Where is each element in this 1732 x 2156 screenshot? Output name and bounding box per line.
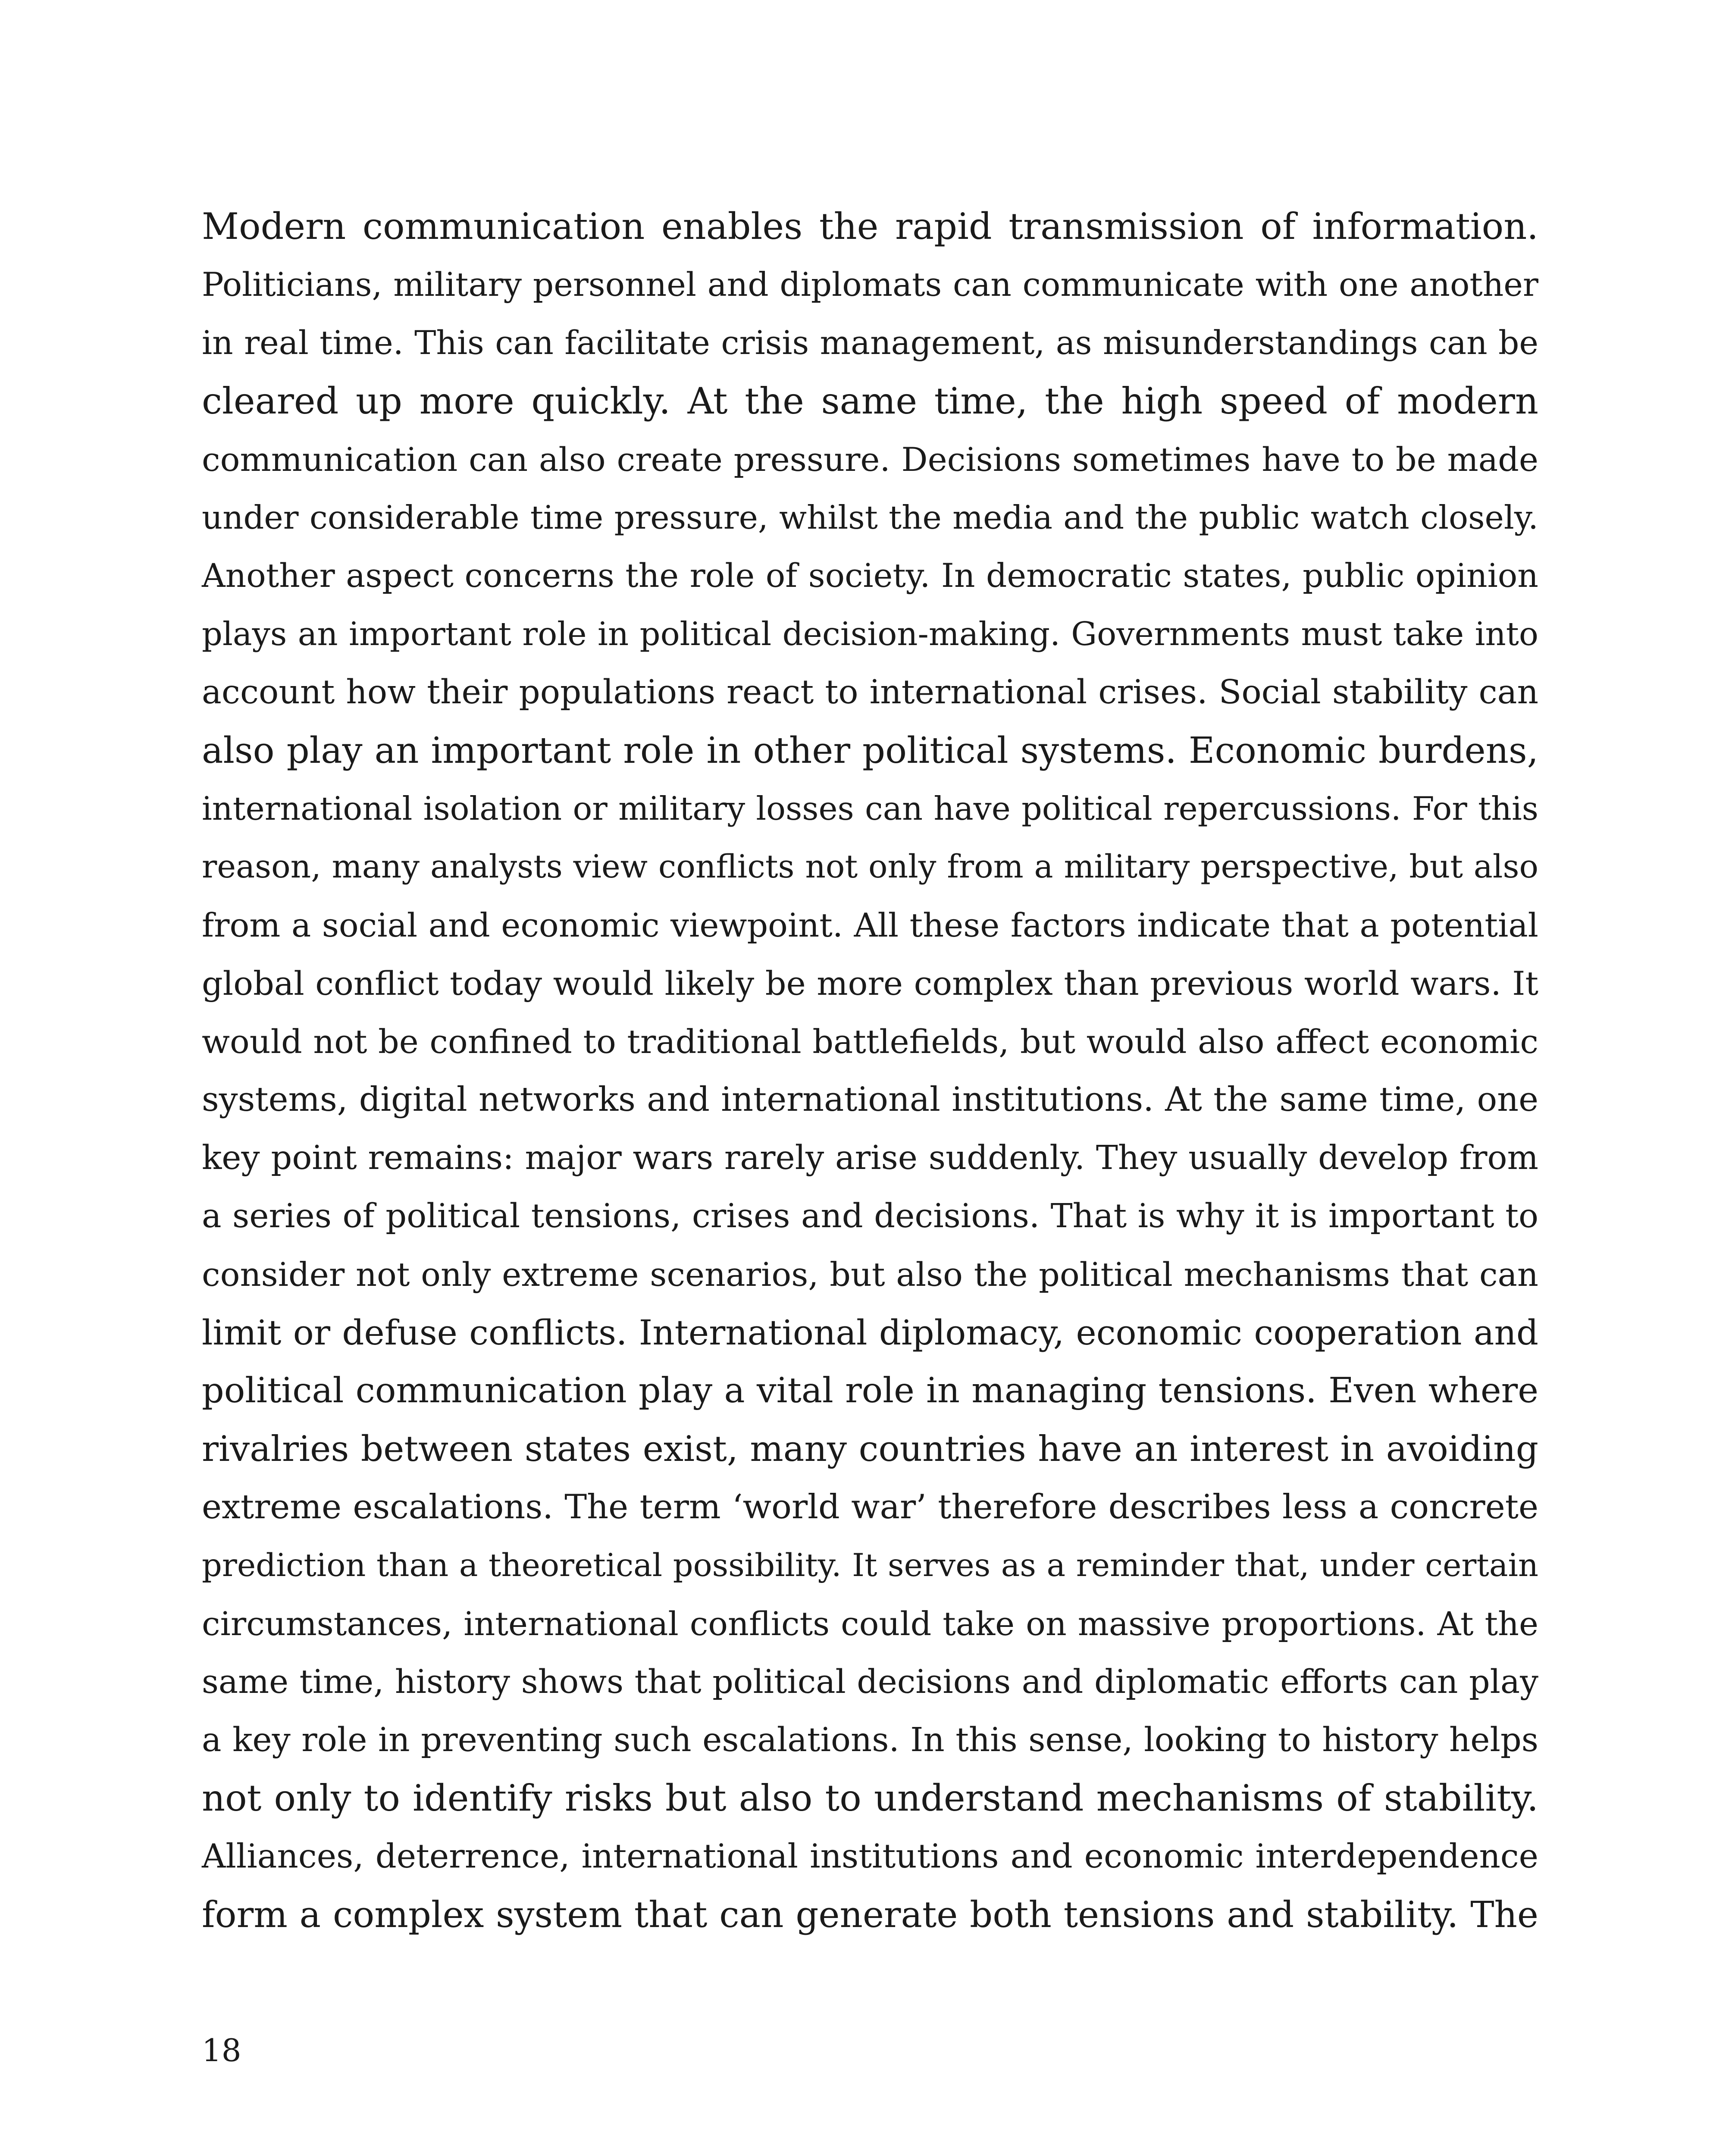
- text-line: political communication play a vital role in managing tensions. Even where: [202, 1370, 1538, 1411]
- text-line: reason, many analysts view conflicts not only from a military perspective, but also: [202, 848, 1538, 885]
- text-line: key point remains: major wars rarely arise suddenly. They usually develop from: [202, 1139, 1538, 1177]
- text-line: global conflict today would likely be more complex than previous world wars. It: [202, 964, 1538, 1003]
- text-line: international isolation or military losses can have political repercussions. For this: [202, 790, 1538, 827]
- text-line: consider not only extreme scenarios, but also the political mechanisms that can: [202, 1255, 1538, 1294]
- text-line: systems, digital networks and international institutions. At the same time, one: [202, 1080, 1538, 1119]
- text-line: under considerable time pressure, whilst the media and the public watch closely.: [202, 498, 1538, 536]
- text-line: plays an important role in political decision-making. Governments must take into: [202, 615, 1538, 653]
- text-line: prediction than a theoretical possibility. It serves as a reminder that, under certain: [202, 1547, 1538, 1584]
- text-line: Another aspect concerns the role of society. In democratic states, public opinion: [202, 557, 1538, 595]
- text-line: Politicians, military personnel and diplomats can communicate with one another: [202, 266, 1538, 304]
- text-line: Modern communication enables the rapid transmission of information.: [202, 205, 1538, 248]
- text-line: in real time. This can facilitate crisis management, as misunderstandings can be: [202, 324, 1538, 362]
- text-line: same time, history shows that political decisions and diplomatic efforts can play: [202, 1663, 1538, 1701]
- text-line: account how their populations react to international crises. Social stability can: [202, 673, 1538, 711]
- text-line: cleared up more quickly. At the same time, the high speed of modern: [202, 380, 1538, 422]
- text-line: a key role in preventing such escalations. In this sense, looking to history helps: [202, 1721, 1538, 1759]
- text-line: also play an important role in other political systems. Economic burdens,: [202, 730, 1538, 771]
- text-line: limit or defuse conflicts. International diplomacy, economic cooperation and: [202, 1313, 1538, 1353]
- text-line: from a social and economic viewpoint. All these factors indicate that a potential: [202, 906, 1538, 944]
- text-line: Alliances, deterrence, international institutions and economic interdependence: [202, 1837, 1538, 1876]
- text-line: not only to identify risks but also to understand mechanisms of stability.: [202, 1777, 1538, 1819]
- page-number: 18: [202, 2032, 241, 2068]
- text-line: circumstances, international conflicts could take on massive proportions. At the: [202, 1604, 1538, 1643]
- text-line: form a complex system that can generate both tensions and stability. The: [202, 1894, 1538, 1936]
- text-line: communication can also create pressure. Decisions sometimes have to be made: [202, 440, 1538, 479]
- text-line: rivalries between states exist, many countries have an interest in avoiding: [202, 1429, 1538, 1470]
- text-line: a series of political tensions, crises and decisions. That is why it is important to: [202, 1197, 1538, 1235]
- text-line: extreme escalations. The term ‘world war’ therefore describes less a concrete: [202, 1488, 1538, 1526]
- body-paragraph: [202, 197, 1538, 1944]
- text-line: would not be confined to traditional battlefields, but would also affect economic: [202, 1022, 1538, 1061]
